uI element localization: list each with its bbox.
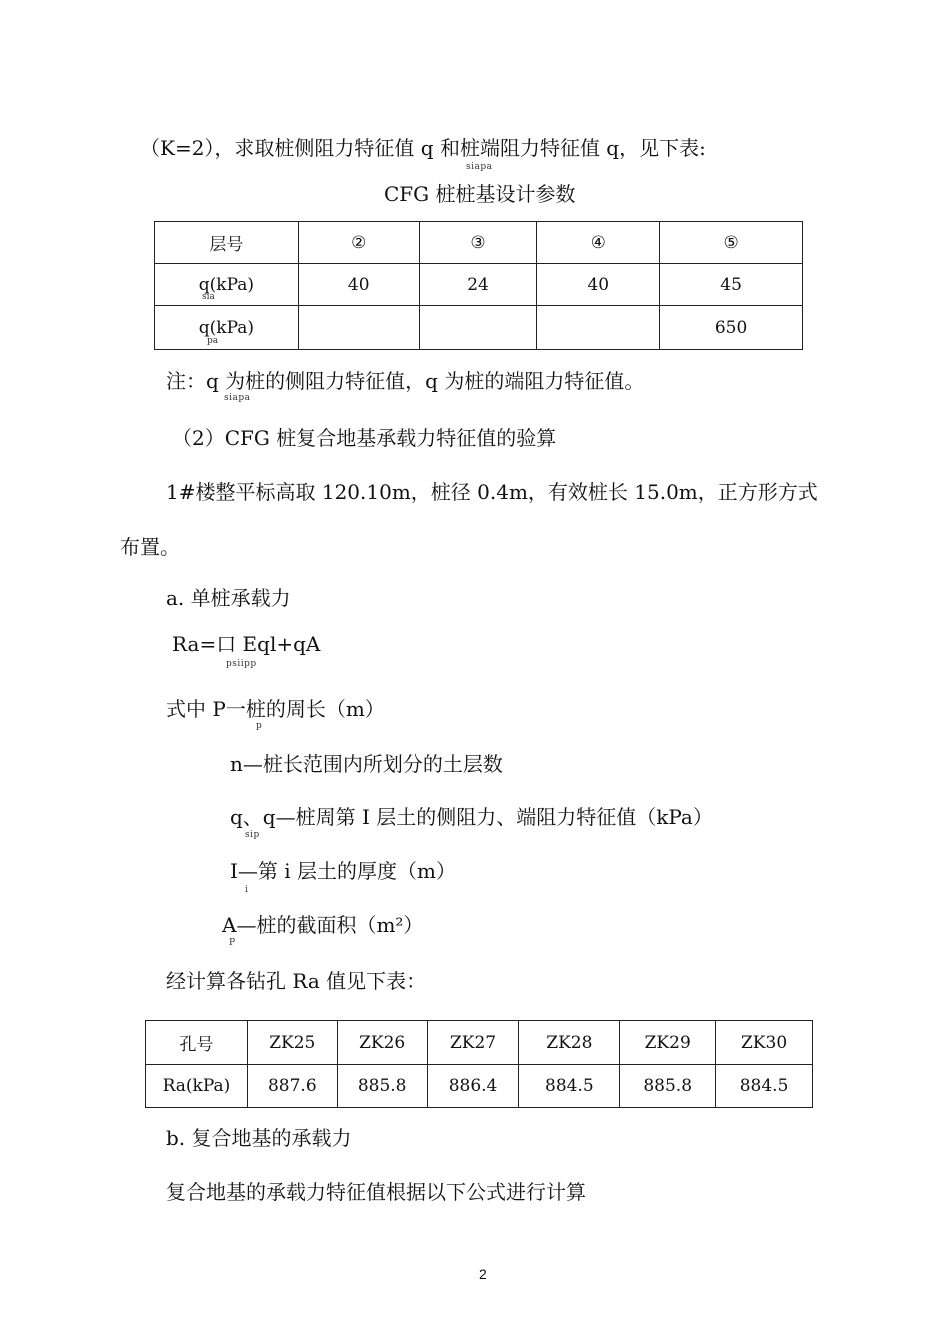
definition-line: I—第 i 层土的厚度（m） — [230, 859, 456, 883]
definition-line: 式中 P一桩的周长（m） — [166, 697, 385, 721]
table2-header-cell: ZK29 — [620, 1021, 716, 1065]
intro-text: （K=2），求取桩侧阻力特征值 q 和桩端阻力特征值 q，见下表: — [140, 136, 706, 160]
table1-row — [155, 306, 803, 350]
table1-cell — [419, 306, 537, 350]
formula: Ra=口 Eql+qA — [172, 632, 321, 656]
table-note: 注：q 为桩的侧阻力特征值，q 为桩的端阻力特征值。 — [166, 369, 645, 393]
table1-header-cell: ③ — [419, 222, 537, 264]
calc-intro: 经计算各钻孔 Ra 值见下表： — [166, 969, 427, 993]
row-label-text: q(kPa) — [198, 274, 255, 295]
definition-line: A—桩的截面积（m²） — [222, 913, 424, 937]
table1-header-cell: ④ — [537, 222, 660, 264]
table2-row — [146, 1065, 813, 1108]
table1-cell: 24 — [419, 264, 537, 306]
table2-header-cell: ZK26 — [337, 1021, 427, 1065]
table1-header-cell: ② — [298, 222, 419, 264]
page-number: 2 — [479, 1266, 487, 1282]
subsection-b: b. 复合地基的承载力 — [166, 1126, 352, 1150]
definition-subscript: p — [256, 721, 263, 731]
table1-cell: 40 — [298, 264, 419, 306]
table2-header-cell: ZK27 — [427, 1021, 519, 1065]
table1-cell: 45 — [660, 264, 803, 306]
table2-cell: 887.6 — [247, 1065, 337, 1108]
table1-cell — [298, 306, 419, 350]
table1-cell — [537, 306, 660, 350]
section-heading: （2）CFG 桩复合地基承载力特征值的验算 — [172, 426, 557, 450]
table2-cell: 885.8 — [337, 1065, 427, 1108]
formula-subscript: psiipp — [226, 659, 257, 669]
row-label-text: q(kPa) — [198, 317, 255, 338]
borehole-ra-table — [145, 1020, 813, 1108]
table1-header-cell: 层号 — [155, 222, 299, 264]
paragraph-line: 布置。 — [120, 535, 180, 559]
table2-cell: 884.5 — [519, 1065, 620, 1108]
intro-subscript: siapa — [466, 162, 493, 172]
definition-subscript: i — [245, 885, 249, 895]
table1-row-label — [155, 264, 299, 306]
table1-header-row — [155, 222, 803, 264]
definition-line: n—桩长范围内所划分的土层数 — [230, 752, 503, 776]
table2-header-row — [146, 1021, 813, 1065]
table1-row-label — [155, 306, 299, 350]
table1-row — [155, 264, 803, 306]
definition-subscript: sip — [245, 830, 260, 840]
table1-header-cell: ⑤ — [660, 222, 803, 264]
table2-header-cell: ZK25 — [247, 1021, 337, 1065]
table-note-subscript: siapa — [224, 393, 251, 403]
table2-cell: Ra(kPa) — [146, 1065, 248, 1108]
paragraph-b: 复合地基的承载力特征值根据以下公式进行计算 — [166, 1180, 586, 1204]
paragraph-line: 1#楼整平标高取 120.10m，桩径 0.4m，有效桩长 15.0m，正方形方式 — [166, 480, 818, 504]
definition-line: q、q—桩周第 I 层土的侧阻力、端阻力特征值（kPa） — [230, 805, 713, 829]
row-label-subscript: pa — [207, 336, 219, 346]
table2-header-cell: 孔号 — [146, 1021, 248, 1065]
table2-cell: 884.5 — [716, 1065, 813, 1108]
table2-cell: 885.8 — [620, 1065, 716, 1108]
table1-title: CFG 桩桩基设计参数 — [384, 182, 576, 206]
table1-cell: 650 — [660, 306, 803, 350]
definition-subscript: P — [229, 938, 236, 948]
table2-cell: 886.4 — [427, 1065, 519, 1108]
table2-header-cell: ZK30 — [716, 1021, 813, 1065]
design-parameter-table — [154, 221, 803, 350]
table1-cell: 40 — [537, 264, 660, 306]
table2-header-cell: ZK28 — [519, 1021, 620, 1065]
row-label-subscript: sia — [202, 292, 215, 302]
subsection-a: a. 单桩承载力 — [166, 586, 291, 610]
